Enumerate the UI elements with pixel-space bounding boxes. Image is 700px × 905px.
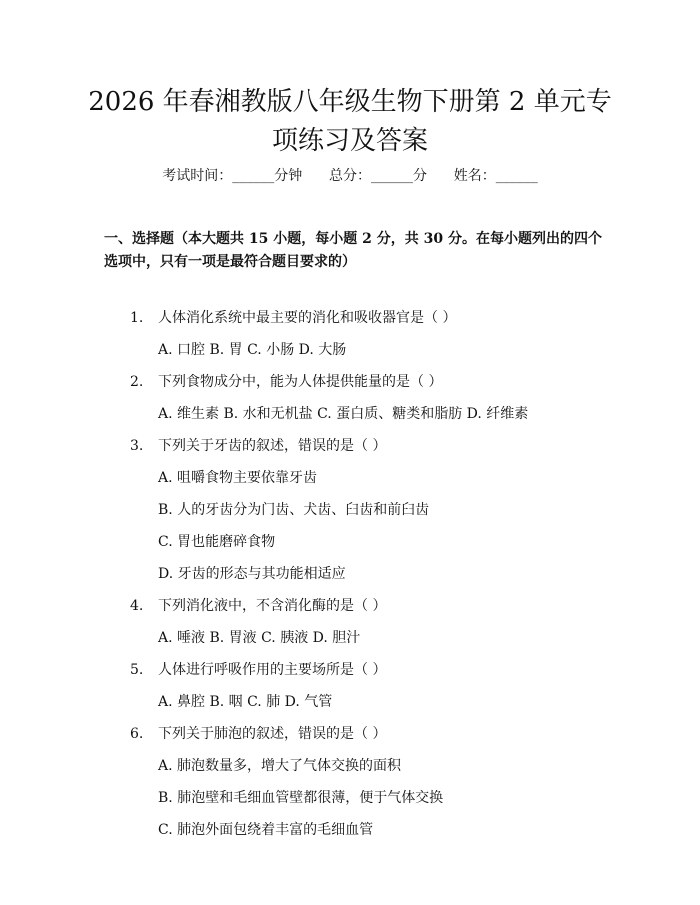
question-text: 下列消化液中，不含消化酶的是（ ） bbox=[158, 598, 387, 614]
question-3-option-c: C. 胃也能磨碎食物 bbox=[158, 534, 276, 550]
question-6-option-b: B. 肺泡壁和毛细血管壁都很薄，便于气体交换 bbox=[158, 790, 444, 806]
question-text: 下列关于肺泡的叙述，错误的是（ ） bbox=[158, 726, 387, 742]
question-5-options: A. 鼻腔 B. 咽 C. 肺 D. 气管 bbox=[158, 694, 333, 710]
question-1 bbox=[130, 308, 630, 328]
question-4 bbox=[130, 596, 630, 616]
question-6-option-a: A. 肺泡数量多，增大了气体交换的面积 bbox=[158, 758, 402, 774]
question-6 bbox=[130, 724, 630, 744]
question-3 bbox=[130, 436, 630, 456]
question-3-option-b: B. 人的牙齿分为门齿、犬齿、臼齿和前臼齿 bbox=[158, 502, 430, 518]
question-text: 下列关于牙齿的叙述，错误的是（ ） bbox=[158, 438, 387, 454]
exam-time-field: 考试时间：______分钟 bbox=[162, 168, 303, 184]
question-number: 4. bbox=[130, 598, 144, 614]
question-number: 1. bbox=[130, 310, 144, 326]
question-1-options: A. 口腔 B. 胃 C. 小肠 D. 大肠 bbox=[158, 342, 347, 358]
question-4-options: A. 唾液 B. 胃液 C. 胰液 D. 胆汁 bbox=[158, 630, 361, 646]
question-2-options: A. 维生素 B. 水和无机盐 C. 蛋白质、糖类和脂肪 D. 纤维素 bbox=[158, 406, 529, 422]
total-score-field: 总分：______分 bbox=[329, 168, 427, 184]
question-number: 3. bbox=[130, 438, 144, 454]
question-number: 6. bbox=[130, 726, 144, 742]
exam-info-line bbox=[0, 166, 700, 186]
question-text: 人体进行呼吸作用的主要场所是（ ） bbox=[158, 662, 387, 678]
question-3-option-a: A. 咀嚼食物主要依靠牙齿 bbox=[158, 470, 318, 486]
question-5 bbox=[130, 660, 630, 680]
question-number: 2. bbox=[130, 374, 144, 390]
question-number: 5. bbox=[130, 662, 144, 678]
question-3-option-d: D. 牙齿的形态与其功能相适应 bbox=[158, 566, 346, 582]
question-2 bbox=[130, 372, 630, 392]
document-title-line2: 项练习及答案 bbox=[271, 126, 428, 156]
question-6-option-c: C. 肺泡外面包绕着丰富的毛细血管 bbox=[158, 822, 374, 838]
section-heading: 一、选择题（本大题共 15 小题，每小题 2 分，共 30 分。在每小题列出的四个选项中，只有一项是最符合题目要求的） bbox=[104, 231, 602, 270]
question-text: 人体消化系统中最主要的消化和吸收器官是（ ） bbox=[158, 310, 457, 326]
document-title-line1: 2026 年春湘教版八年级生物下册第 2 单元专 bbox=[88, 87, 612, 117]
name-field: 姓名：______ bbox=[453, 168, 538, 184]
question-text: 下列食物成分中，能为人体提供能量的是（ ） bbox=[158, 374, 443, 390]
